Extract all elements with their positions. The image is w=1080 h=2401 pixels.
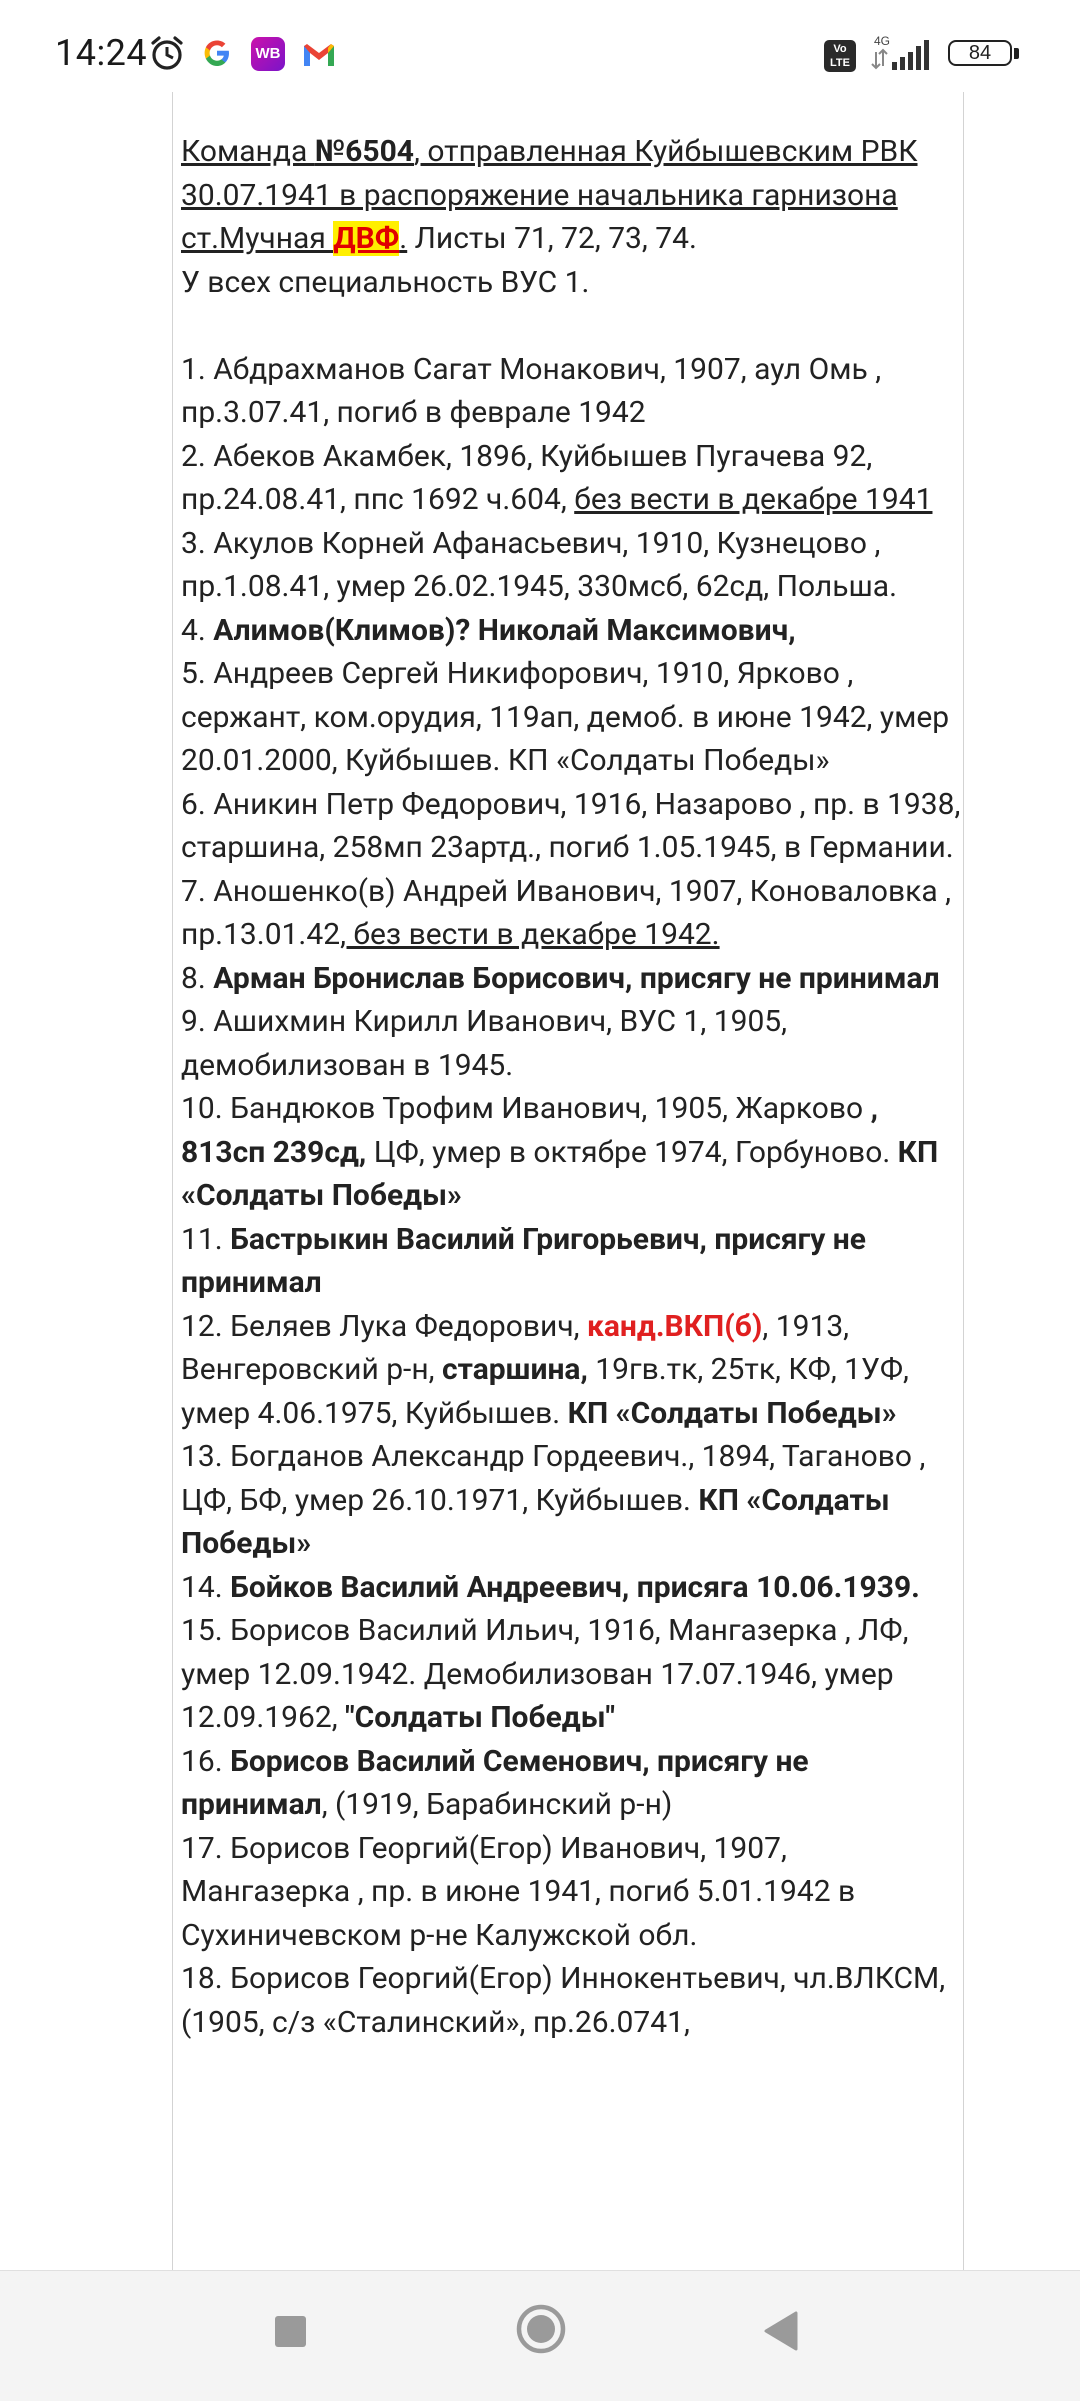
gmail-icon bbox=[302, 42, 336, 68]
list-item: 16. Борисов Василий Семенович, присягу не принимал, (1919, Барабинский р-н) bbox=[181, 1743, 809, 1822]
battery-level: 84 bbox=[968, 42, 992, 64]
google-icon bbox=[202, 38, 232, 68]
document-view[interactable] bbox=[0, 92, 1080, 2270]
highlighted-dvf: ДВФ bbox=[333, 221, 400, 256]
navigation-bar bbox=[0, 2270, 1080, 2401]
list-item: 17. Борисов Георгий(Егор) Иванович, 1907, Мангазерка , пр. в июне 1941, погиб 5.01.1942 в Сухиничевском р-не Калужской обл. bbox=[181, 1830, 856, 1953]
back-triangle-icon bbox=[752, 2301, 812, 2361]
battery-icon bbox=[948, 40, 1020, 70]
recents-button[interactable] bbox=[260, 2301, 320, 2365]
party-member-badge: канд.ВКП(б) bbox=[586, 1308, 763, 1344]
list-item: 15. Борисов Василий Ильич, 1916, Мангазерка , ЛФ, умер 12.09.1942. Демобилизован 17.07.1946, умер 12.09.1962, "Солдаты Победы" bbox=[181, 1613, 909, 1735]
back-button[interactable] bbox=[752, 2301, 812, 2365]
home-circle-icon bbox=[509, 2297, 573, 2361]
list-item: 14. Бойков Василий Андреевич, присяга 10.06.1939. bbox=[181, 1569, 920, 1605]
list-item: 13. Богданов Александр Гордеевич., 1894, Таганово , ЦФ, БФ, умер 26.10.1971, Куйбышев. КП «Солдаты Победы» bbox=[181, 1439, 926, 1561]
list-item: 8. Арман Бронислав Борисович, присягу не принимал bbox=[181, 960, 940, 996]
list-item: 5. Андреев Сергей Никифорович, 1910, Ярково , сержант, ком.орудия, 119ап, демоб. в июне 1942, умер 20.01.2000, Куйбышев. КП «Солдаты Победы» bbox=[181, 656, 950, 778]
status-time: 14:24 bbox=[55, 32, 148, 74]
list-item: 18. Борисов Георгий(Егор) Иннокентьевич, чл.ВЛКСМ, (1905, с/з «Сталинский», пр.26.0741, bbox=[181, 1961, 946, 2040]
home-button[interactable] bbox=[509, 2297, 573, 2365]
status-bar bbox=[0, 0, 1080, 92]
list-item: 11. Бастрыкин Василий Григорьевич, присягу не принимал bbox=[181, 1221, 866, 1300]
document-text bbox=[181, 130, 961, 2044]
list-item: 10. Бандюков Трофим Иванович, 1905, Жарково , 813сп 239сд, ЦФ, умер в октябре 1974, Горбуново. КП «Солдаты Победы» bbox=[181, 1091, 939, 1213]
list-item: 1. Абдрахманов Сагат Монакович, 1907, аул Омь , пр.3.07.41, погиб в феврале 1942 bbox=[181, 351, 882, 430]
list-item: 12. Беляев Лука Федорович, канд.ВКП(б), 1913, Венгеровский р-н, старшина, 19гв.тк, 25тк, КФ, 1УФ, умер 4.06.1975, Куйбышев. КП «Солдаты Победы» bbox=[181, 1308, 909, 1431]
alarm-icon bbox=[148, 34, 186, 72]
specialty-line: У всех специальность ВУС 1. bbox=[181, 264, 590, 300]
volte-icon: Vo LTE bbox=[824, 40, 856, 72]
list-item: 4. Алимов(Климов)? Николай Максимович, bbox=[181, 612, 796, 648]
document-header: Команда №6504, отправленная Куйбышевским РВК 30.07.1941 в распоряжение начальника гарнизона ст.Мучная ДВФ. Листы 71, 72, 73, 74. bbox=[181, 134, 918, 256]
list-item: 6. Аникин Петр Федорович, 1916, Назарово , пр. в 1938, старшина, 258мп 23артд., погиб 1.05.1945, в Германии. bbox=[181, 786, 961, 865]
recents-square-icon bbox=[260, 2301, 320, 2361]
list-item: 3. Акулов Корней Афанасьевич, 1910, Кузнецово , пр.1.08.41, умер 26.02.1945, 330мсб, 62сд, Польша. bbox=[181, 525, 897, 604]
list-item: 7. Аношенко(в) Андрей Иванович, 1907, Коноваловка , пр.13.01.42, без вести в декабре 1942. bbox=[181, 873, 952, 952]
signal-icon: 4G bbox=[868, 34, 938, 74]
list-item: 9. Ашихмин Кирилл Иванович, ВУС 1, 1905, демобилизован в 1945. bbox=[181, 1004, 788, 1083]
wildberries-icon: WB bbox=[251, 37, 285, 71]
list-item: 2. Абеков Акамбек, 1896, Куйбышев Пугачева 92, пр.24.08.41, ппс 1692 ч.604, без вести в декабре 1941 bbox=[181, 438, 933, 517]
